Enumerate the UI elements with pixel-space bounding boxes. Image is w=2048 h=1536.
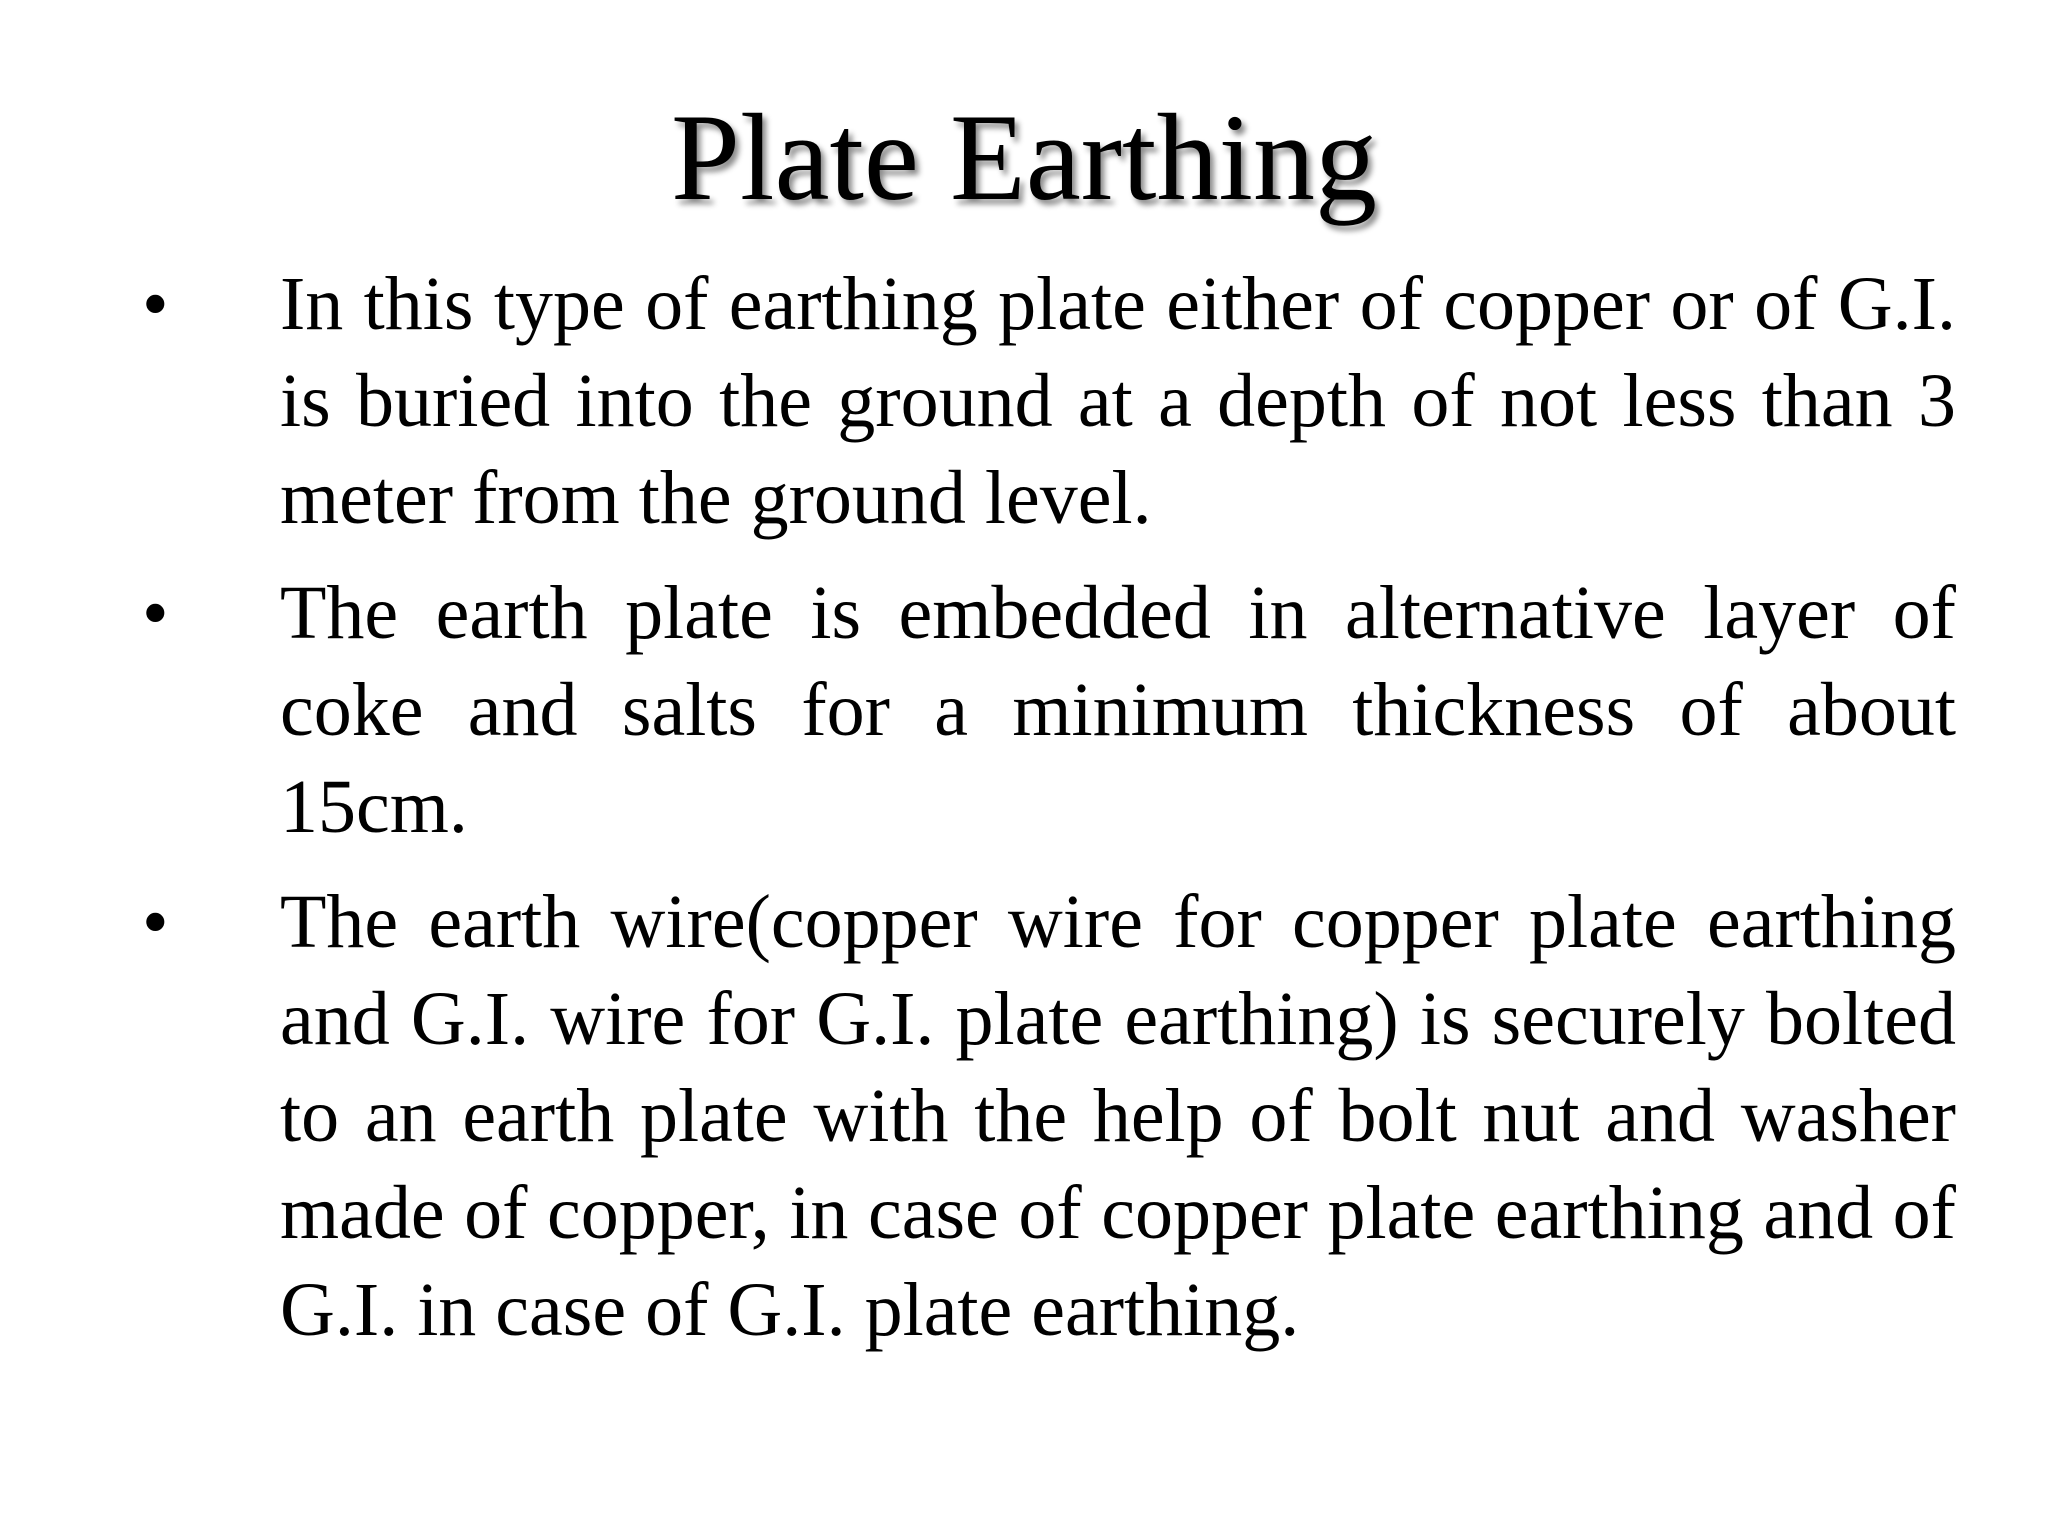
bullet-item	[0, 874, 2048, 1359]
bullet-text: The earth plate is embedded in alternative layer of coke and salts for a minimum thickness of about 15cm.	[280, 571, 1956, 849]
bullet-item	[0, 565, 2048, 856]
bullet-item	[0, 256, 2048, 547]
bullet-icon: •	[142, 571, 169, 655]
bullet-icon: •	[142, 262, 169, 346]
slide-title: Plate Earthing	[671, 89, 1377, 226]
bullet-text: The earth wire(copper wire for copper plate earthing and G.I. wire for G.I. plate earthing) is securely bolted to an earth plate with the help of bolt nut and washer made of copper, in case of copper plate earthing and of G.I. in case of G.I. plate earthing.	[280, 880, 1956, 1352]
bullet-text: In this type of earthing plate either of copper or of G.I. is buried into the ground at a depth of not less than 3 meter from the ground level.	[280, 262, 1956, 540]
bullet-icon: •	[142, 880, 169, 964]
bullet-list	[0, 256, 2048, 1377]
